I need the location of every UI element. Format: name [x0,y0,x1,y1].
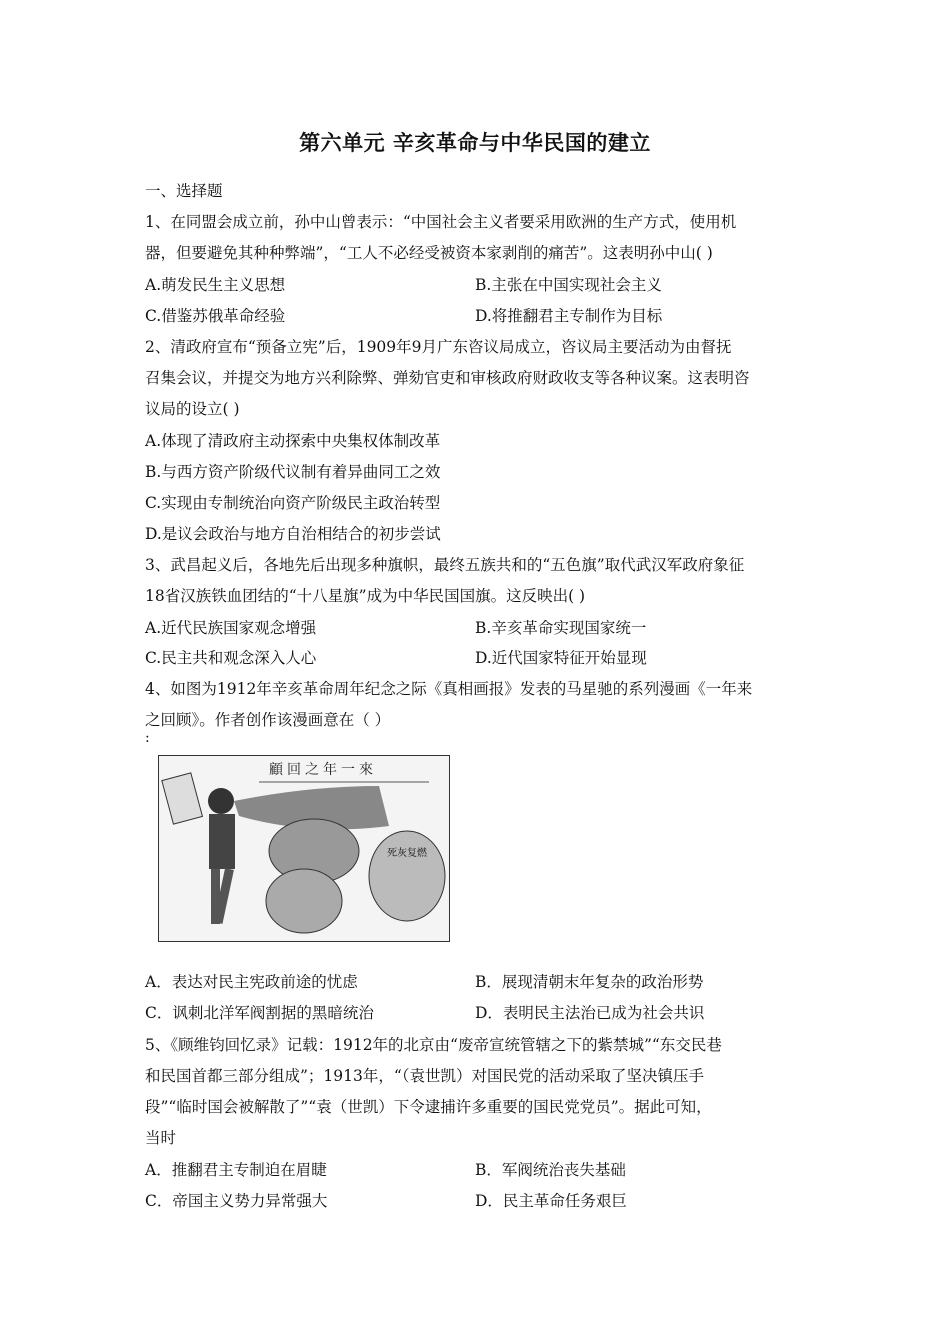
page-title: 第六单元 辛亥革命与中华民国的建立 [299,131,651,155]
q2-option-d: D.是议会政治与地方自治相结合的初步尝试 [145,525,441,543]
q4-option-d: D．表明民主法治已成为社会共识 [475,1004,705,1022]
q4-option-b: B．展现清朝末年复杂的政治形势 [475,973,704,991]
cartoon-image [158,755,450,942]
q5-option-b: B．军阀统治丧失基础 [475,1161,626,1179]
cartoon-illustration [159,756,449,941]
q3-option-a: A.近代民族国家观念增强 [145,619,317,637]
q5-option-d: D．民主革命任务艰巨 [475,1192,627,1210]
q5-line-3: 段”“临时国会被解散了”“袁（世凯）下令逮捕许多重要的国民党党员”。据此可知， [145,1098,712,1116]
cartoon-title-text: 顧回之年一來 [269,762,377,778]
q5-option-c: C．帝国主义势力异常强大 [145,1192,328,1210]
q5-line-2: 和民国首都三部分组成”；1913年，“（袁世凯）对国民党的活动采取了坚决镇压手 [145,1067,705,1085]
q4-option-c: C．讽刺北洋军阀割据的黑暗统治 [145,1004,374,1022]
q5-option-a: A．推翻君主专制迫在眉睫 [145,1161,327,1179]
q2-option-a: A.体现了清政府主动探索中央集权体制改革 [145,432,441,450]
q3-option-c: C.民主共和观念深入人心 [145,649,317,667]
q2-option-c: C.实现由专制统治向资产阶级民主政治转型 [145,494,441,512]
q3-line-1: 3、武昌起义后，各地先后出现多种旗帜，最终五族共和的“五色旗”取代武汉军政府象征 [145,556,745,574]
q5-line-1: 5、《顾维钧回忆录》记载：1912年的北京由“废帝宣统管辖之下的紫禁城”“东交民巷 [145,1036,722,1054]
q1-option-a: A.萌发民生主义思想 [145,276,286,294]
q4-line-2: 之回顾》。作者创作该漫画意在（ ） [145,711,391,729]
q2-option-b: B.与西方资产阶级代议制有着异曲同工之效 [145,463,441,481]
q3-option-d: D.近代国家特征开始显现 [475,649,647,667]
q4-option-a: A．表达对民主宪政前途的忧虑 [145,973,358,991]
q5-line-4: 当时 [145,1129,177,1147]
q1-line-2: 器，但要避免其种种弊端”，“工人不必经受被资本家剥削的痛苦”。这表明孙中山( ) [145,244,713,262]
q2-line-2: 召集会议，并提交为地方兴利除弊、弹劾官吏和审核政府财政收支等各种议案。这表明咨 [145,369,750,387]
q3-option-b: B.辛亥革命实现国家统一 [475,619,647,637]
q2-line-3: 议局的设立( ) [145,400,240,418]
q2-line-1: 2、清政府宣布“预备立宪”后，1909年9月广东咨议局成立，咨议局主要活动为由督抚 [145,338,732,356]
q4-line-1: 4、如图为1912年辛亥革命周年纪念之际《真相画报》发表的马星驰的系列漫画《一年来 [145,680,753,698]
cartoon-bubble-label: 死灰复燃 [387,848,427,859]
q1-line-1: 1、在同盟会成立前，孙中山曾表示：“中国社会主义者要采用欧洲的生产方式，使用机 [145,213,737,231]
q3-line-2: 18省汉族铁血团结的“十八星旗”成为中华民国国旗。这反映出( ) [145,587,586,605]
q1-option-c: C.借鉴苏俄革命经验 [145,307,286,325]
q1-option-d: D.将推翻君主专制作为目标 [475,307,663,325]
stray-mark: : [145,730,150,746]
section-heading: 一、选择题 [145,182,223,200]
q1-option-b: B.主张在中国实现社会主义 [475,276,662,294]
